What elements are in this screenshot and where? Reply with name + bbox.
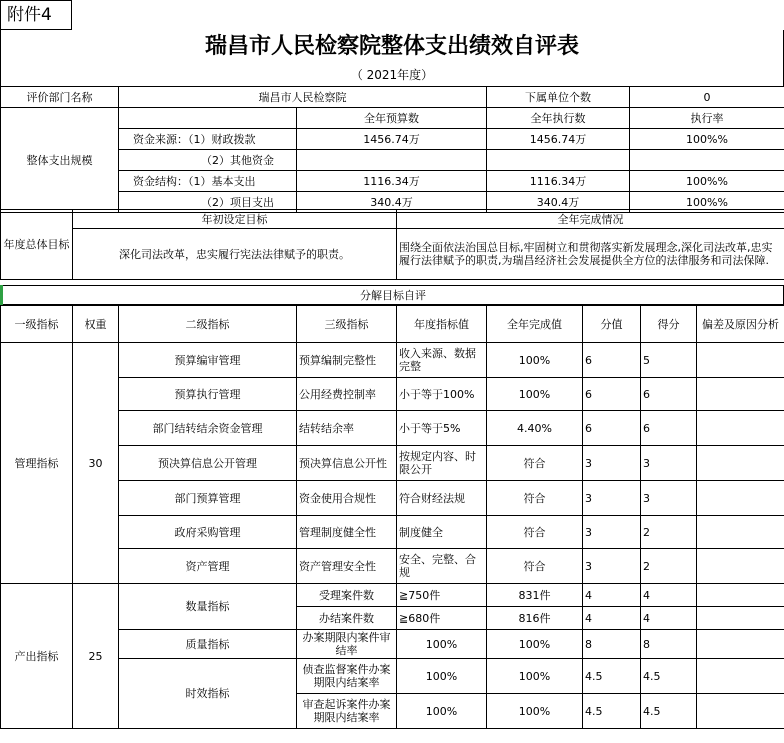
level1-cell: 产出指标 [1, 584, 73, 729]
deviation-cell [697, 694, 784, 729]
level3-cell: 侦查监督案件办案期限内结案率 [297, 659, 397, 694]
level3-cell: 办结案件数 [297, 607, 397, 630]
dept-name: 瑞昌市人民检察院 [119, 87, 487, 108]
decomp-title-table [0, 285, 784, 305]
level3-cell: 受理案件数 [297, 584, 397, 607]
deviation-cell [697, 607, 784, 630]
actual-cell: 831件 [487, 584, 583, 607]
scale-row-name: （2）项目支出 [119, 192, 297, 213]
deviation-cell [697, 630, 784, 659]
got-cell: 3 [641, 446, 697, 481]
target-cell: 小于等于5% [397, 411, 487, 446]
got-cell: 4 [641, 607, 697, 630]
level3-cell: 资产管理安全性 [297, 549, 397, 584]
col-exec-header: 全年执行数 [487, 108, 630, 129]
complete-goal-text: 围绕全面依法治国总目标,牢固树立和贯彻落实新发展理念,深化司法改革,忠实履行法律赋予的职责,为瑞昌经济社会发展提供全方位的法律服务和司法保障. [397, 229, 784, 280]
target-cell: ≧750件 [397, 584, 487, 607]
table-row [1, 343, 784, 378]
deviation-cell [697, 659, 784, 694]
indicator-table [0, 305, 784, 729]
col-budget-header: 全年预算数 [297, 108, 487, 129]
level2-cell: 部门预算管理 [119, 481, 297, 516]
level3-cell: 审查起诉案件办案期限内结案率 [297, 694, 397, 729]
target-cell: 制度健全 [397, 516, 487, 549]
level3-cell: 公用经费控制率 [297, 378, 397, 411]
actual-cell: 符合 [487, 481, 583, 516]
score-cell: 8 [583, 630, 641, 659]
table-row [1, 378, 784, 411]
scale-row-budget: 1456.74万 [297, 129, 487, 150]
level3-cell: 管理制度健全性 [297, 516, 397, 549]
deviation-cell [697, 481, 784, 516]
level1-cell: 管理指标 [1, 343, 73, 584]
scale-row-rate: 100%% [630, 192, 784, 213]
target-cell: 符合财经法规 [397, 481, 487, 516]
scale-row-exec: 1456.74万 [487, 129, 630, 150]
target-cell: 小于等于100% [397, 378, 487, 411]
got-cell: 5 [641, 343, 697, 378]
table-row [1, 659, 784, 694]
scale-row-name: 资金结构：（1）基本支出 [119, 171, 297, 192]
level3-cell: 预算编制完整性 [297, 343, 397, 378]
score-cell: 4 [583, 584, 641, 607]
page-title: 瑞昌市人民检察院整体支出绩效自评表 [0, 30, 784, 64]
score-cell: 3 [583, 481, 641, 516]
summary-table [0, 86, 784, 213]
got-cell: 8 [641, 630, 697, 659]
scale-row-budget: 1116.34万 [297, 171, 487, 192]
scale-row-budget: 340.4万 [297, 192, 487, 213]
deviation-cell [697, 549, 784, 584]
target-cell: 100% [397, 694, 487, 729]
col-header-got: 得分 [641, 306, 697, 343]
level2-cell: 质量指标 [119, 630, 297, 659]
level2-cell: 预决算信息公开管理 [119, 446, 297, 481]
deviation-cell [697, 378, 784, 411]
target-cell: 按规定内容、时限公开 [397, 446, 487, 481]
year-label: （ 2021年度） [0, 64, 784, 86]
deviation-cell [697, 446, 784, 481]
scale-row-exec: 340.4万 [487, 192, 630, 213]
level2-cell: 预算执行管理 [119, 378, 297, 411]
got-cell: 4.5 [641, 694, 697, 729]
col-header-score: 分值 [583, 306, 641, 343]
got-cell: 4.5 [641, 659, 697, 694]
level2-cell: 部门结转结余资金管理 [119, 411, 297, 446]
scale-row-exec: 1116.34万 [487, 171, 630, 192]
scale-row-exec [487, 150, 630, 171]
table-row [1, 549, 784, 584]
level2-cell: 预算编审管理 [119, 343, 297, 378]
got-cell: 3 [641, 481, 697, 516]
deviation-cell [697, 343, 784, 378]
got-cell: 2 [641, 549, 697, 584]
score-cell: 6 [583, 378, 641, 411]
scale-row-name: （2）其他资金 [119, 150, 297, 171]
got-cell: 4 [641, 584, 697, 607]
score-cell: 3 [583, 549, 641, 584]
col-header-level1: 一级指标 [1, 306, 73, 343]
dept-label: 评价部门名称 [1, 87, 119, 108]
col-rate-header: 执行率 [630, 108, 784, 129]
level2-cell: 资产管理 [119, 549, 297, 584]
score-cell: 3 [583, 446, 641, 481]
scale-row-rate [630, 150, 784, 171]
deviation-cell [697, 584, 784, 607]
level3-cell: 资金使用合规性 [297, 481, 397, 516]
target-cell: 100% [397, 659, 487, 694]
target-cell: 100% [397, 630, 487, 659]
score-cell: 4.5 [583, 694, 641, 729]
level2-cell: 时效指标 [119, 659, 297, 729]
got-cell: 6 [641, 378, 697, 411]
sub-unit-count: 0 [630, 87, 784, 108]
level2-cell: 数量指标 [119, 584, 297, 630]
level3-cell: 结转结余率 [297, 411, 397, 446]
col-header-weight: 权重 [73, 306, 119, 343]
col-header-actual: 全年完成值 [487, 306, 583, 343]
actual-cell: 816件 [487, 607, 583, 630]
score-cell: 4.5 [583, 659, 641, 694]
score-cell: 6 [583, 343, 641, 378]
actual-cell: 100% [487, 630, 583, 659]
score-cell: 3 [583, 516, 641, 549]
scale-row-rate: 100%% [630, 129, 784, 150]
table-row [1, 411, 784, 446]
got-cell: 2 [641, 516, 697, 549]
actual-cell: 100% [487, 694, 583, 729]
table-row [1, 516, 784, 549]
complete-goal-header: 全年完成情况 [397, 210, 784, 229]
table-row [1, 630, 784, 659]
col-header-target: 年度指标值 [397, 306, 487, 343]
scale-row-budget [297, 150, 487, 171]
initial-goal-text: 深化司法改革，忠实履行宪法法律赋予的职责。 [73, 229, 397, 280]
score-cell: 4 [583, 607, 641, 630]
actual-cell: 100% [487, 659, 583, 694]
col-header-level3: 三级指标 [297, 306, 397, 343]
sub-unit-label: 下属单位个数 [487, 87, 630, 108]
col-header-deviation: 偏差及原因分析 [697, 306, 784, 343]
weight-cell: 30 [73, 343, 119, 584]
scale-label: 整体支出规模 [1, 108, 119, 213]
target-cell: ≧680件 [397, 607, 487, 630]
goal-label: 年度总体目标 [1, 210, 73, 280]
table-row [1, 446, 784, 481]
score-cell: 6 [583, 411, 641, 446]
deviation-cell [697, 516, 784, 549]
target-cell: 安全、完整、合规 [397, 549, 487, 584]
level3-cell: 预决算信息公开性 [297, 446, 397, 481]
scale-row-name: 资金来源：（1）财政拨款 [119, 129, 297, 150]
actual-cell: 4.40% [487, 411, 583, 446]
initial-goal-header: 年初设定目标 [73, 210, 397, 229]
actual-cell: 符合 [487, 549, 583, 584]
attachment-label: 附件4 [0, 0, 72, 30]
level2-cell: 政府采购管理 [119, 516, 297, 549]
actual-cell: 100% [487, 343, 583, 378]
got-cell: 6 [641, 411, 697, 446]
scale-row-rate: 100%% [630, 171, 784, 192]
actual-cell: 符合 [487, 516, 583, 549]
goal-table [0, 209, 784, 280]
level3-cell: 办案期限内案件审结率 [297, 630, 397, 659]
deviation-cell [697, 411, 784, 446]
target-cell: 收入来源、数据完整 [397, 343, 487, 378]
table-row [1, 584, 784, 607]
weight-cell: 25 [73, 584, 119, 729]
table-row [1, 481, 784, 516]
col-header-level2: 二级指标 [119, 306, 297, 343]
actual-cell: 符合 [487, 446, 583, 481]
decomp-title: 分解目标自评 [2, 286, 784, 305]
actual-cell: 100% [487, 378, 583, 411]
